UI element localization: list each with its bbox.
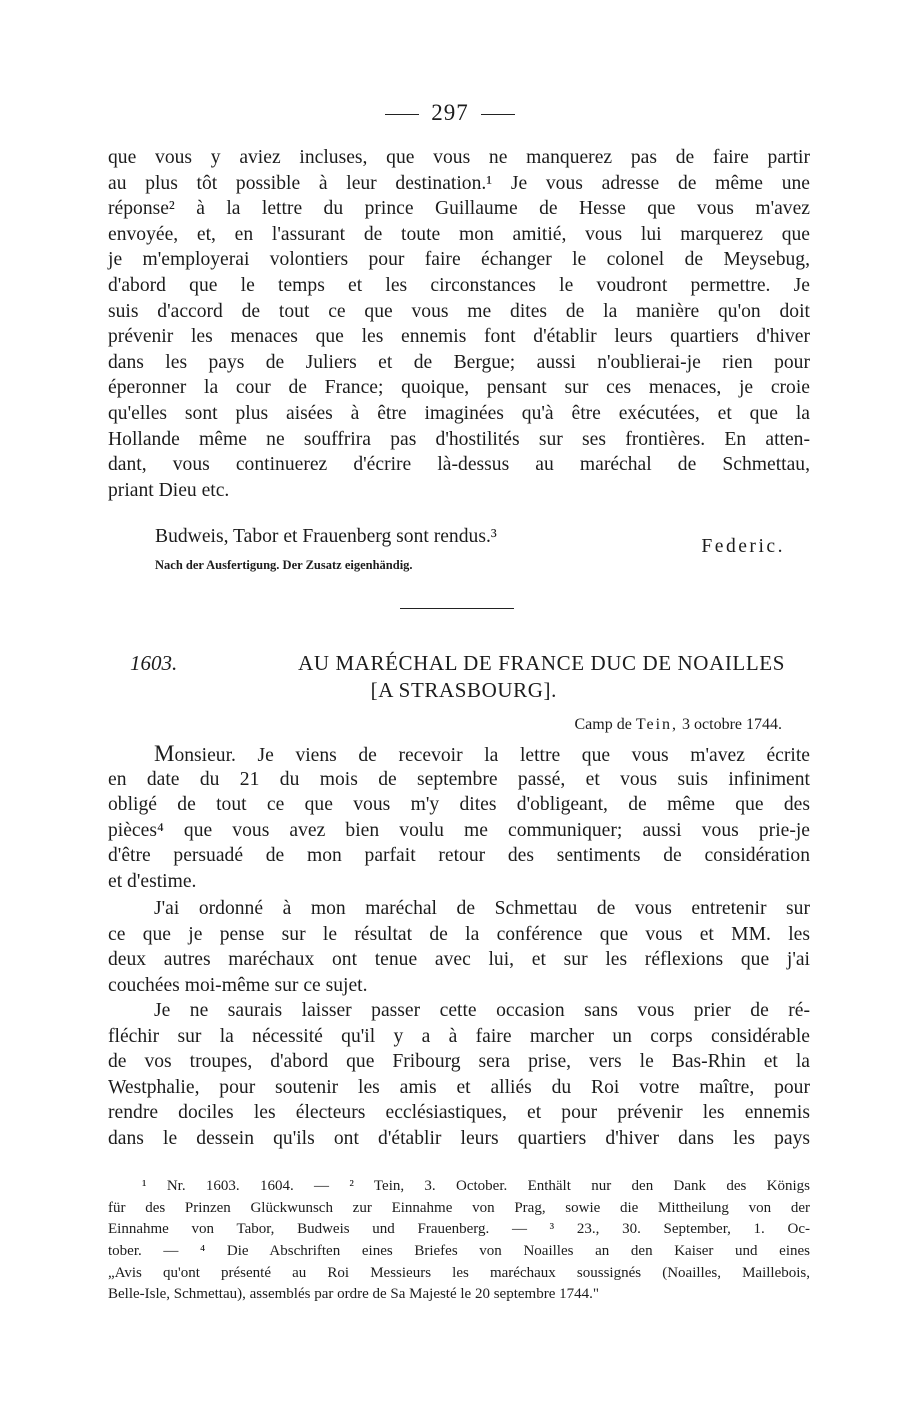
footnote-line: Belle-Isle, Schmettau), assemblés par ordre de Sa Majesté le 20 septembre 1744."	[108, 1286, 599, 1303]
place-name: Tein,	[635, 716, 679, 733]
footnote-line: ¹ Nr. 1603. 1604. — ² Tein, 3. October. Enthält nur den Dank des Königs	[142, 1178, 810, 1194]
text-line: rendre dociles les électeurs ecclésiastiques, et pour prévenir les ennemis	[108, 1102, 810, 1124]
place-and-date	[574, 716, 782, 734]
text-line: en date du 21 du mois de septembre passé, et vous suis infiniment	[108, 768, 810, 790]
text-line: dans les pays de Juliers et de Bergue; aussi n'oublierai-je rien pour	[108, 351, 810, 373]
previous-letter-paragraph	[108, 145, 810, 503]
text-line: priant Dieu etc.	[108, 479, 230, 501]
letter-paragraph-2	[108, 896, 810, 998]
text-line: je m'employerai volontiers pour faire échanger le colonel de Meysebug,	[108, 249, 810, 271]
closing-row	[155, 526, 785, 557]
text-line: de vos troupes, d'abord que Fribourg sera prise, vers le Bas-Rhin et la	[108, 1051, 810, 1073]
footnotes	[108, 1176, 810, 1306]
text-line: J'ai ordonné à mon maréchal de Schmettau de vous entretenir sur	[154, 898, 810, 919]
letter-heading	[130, 650, 785, 704]
footnote-line: Einnahme von Tabor, Budweis und Frauenberg. — ³ 23., 30. September, 1. Oc-	[108, 1221, 810, 1238]
text-line: fléchir sur la nécessité qu'il y a à faire marcher un corps considérable	[108, 1025, 810, 1047]
footnote-line: tober. — ⁴ Die Abschriften eines Briefes von Noailles an den Kaiser und eines	[108, 1243, 810, 1260]
letter-number: 1603.	[130, 651, 178, 675]
addressee-line: AU MARÉCHAL DE FRANCE DUC DE NOAILLES	[298, 651, 785, 675]
text-line: couchées moi-même sur ce sujet.	[108, 974, 368, 996]
letter-paragraph-1	[108, 741, 810, 895]
header-dash-left	[385, 114, 419, 115]
letter-paragraph-3	[108, 998, 810, 1152]
text-line	[108, 741, 810, 767]
text-line: Westphalie, pour soutenir les amis et alliés du Roi votre maître, pour	[108, 1076, 810, 1098]
text-line: pièces⁴ que vous avez bien voulu me communiquer; aussi vous prie-je	[108, 819, 810, 841]
page-header	[0, 100, 900, 126]
text-line: suis d'accord de tout ce que vous me dites de la manière qu'on doit	[108, 300, 810, 322]
letter-date: 3 octobre 1744.	[682, 716, 782, 733]
text-line: deux autres maréchaux ont tenue avec lui, et sur les réflexions que j'ai	[108, 949, 810, 971]
footnote-line: für des Prinzen Glückwunsch zur Einnahme von Prag, sowie die Mittheilung von der	[108, 1199, 810, 1216]
source-note: Nach der Ausfertigung. Der Zusatz eigenhändig.	[155, 558, 413, 572]
text-line: obligé de tout ce que vous m'y dites d'obligeant, de même que des	[108, 794, 810, 816]
salutation-initial: M	[154, 741, 175, 766]
header-dash-right	[481, 114, 515, 115]
text-line: d'être persuadé de mon parfait retour des sentiments de considération	[108, 845, 810, 867]
text-line: d'abord que le temps et les circonstances le voudront permettre. Je	[108, 274, 810, 296]
addressee-location: [A STRASBOURG].	[370, 678, 557, 702]
postscript: Budweis, Tabor et Frauenberg sont rendus.³	[155, 526, 497, 547]
footnote-line: „Avis qu'ont présenté au Roi Messieurs les maréchaux soussignés (Noailles, Maillebois,	[108, 1264, 810, 1281]
text-line: dant, vous continuerez d'écrire là-dessus au maréchal de Schmettau,	[108, 454, 810, 476]
text-line: au plus tôt possible à leur destination.¹ Je vous adresse de même une	[108, 172, 810, 194]
page-number: 297	[431, 100, 469, 125]
salutation-rest: onsieur. Je viens de recevoir la lettre que vous m'avez écrite	[174, 745, 810, 766]
place-prefix: Camp de	[574, 716, 632, 733]
text-line: prévenir les menaces que les ennemis font d'établir leurs quartiers d'hiver	[108, 326, 810, 348]
text-line: éperonner la cour de France; quoique, pensant sur ces menaces, je croie	[108, 377, 810, 399]
text-line: et d'estime.	[108, 870, 197, 892]
section-divider	[400, 608, 514, 609]
text-line: qu'elles sont plus aisées à être imaginées qu'à être exécutées, et que la	[108, 402, 810, 424]
signature: Federic.	[701, 536, 785, 557]
text-line: Hollande même ne souffrira pas d'hostilités sur ses frontières. En atten-	[108, 428, 810, 450]
text-line: dans le dessein qu'ils ont d'établir leurs quartiers d'hiver dans les pays	[108, 1127, 810, 1149]
text-line: que vous y aviez incluses, que vous ne manquerez pas de faire partir	[108, 147, 810, 168]
text-line: réponse² à la lettre du prince Guillaume de Hesse que vous m'avez	[108, 198, 810, 220]
text-line: Je ne saurais laisser passer cette occasion sans vous prier de ré-	[154, 1000, 810, 1021]
text-line: ce que je pense sur le résultat de la conférence que vous et MM. les	[108, 923, 810, 945]
text-line: envoyée, et, en l'assurant de toute mon amitié, vous lui marquerez que	[108, 223, 810, 245]
